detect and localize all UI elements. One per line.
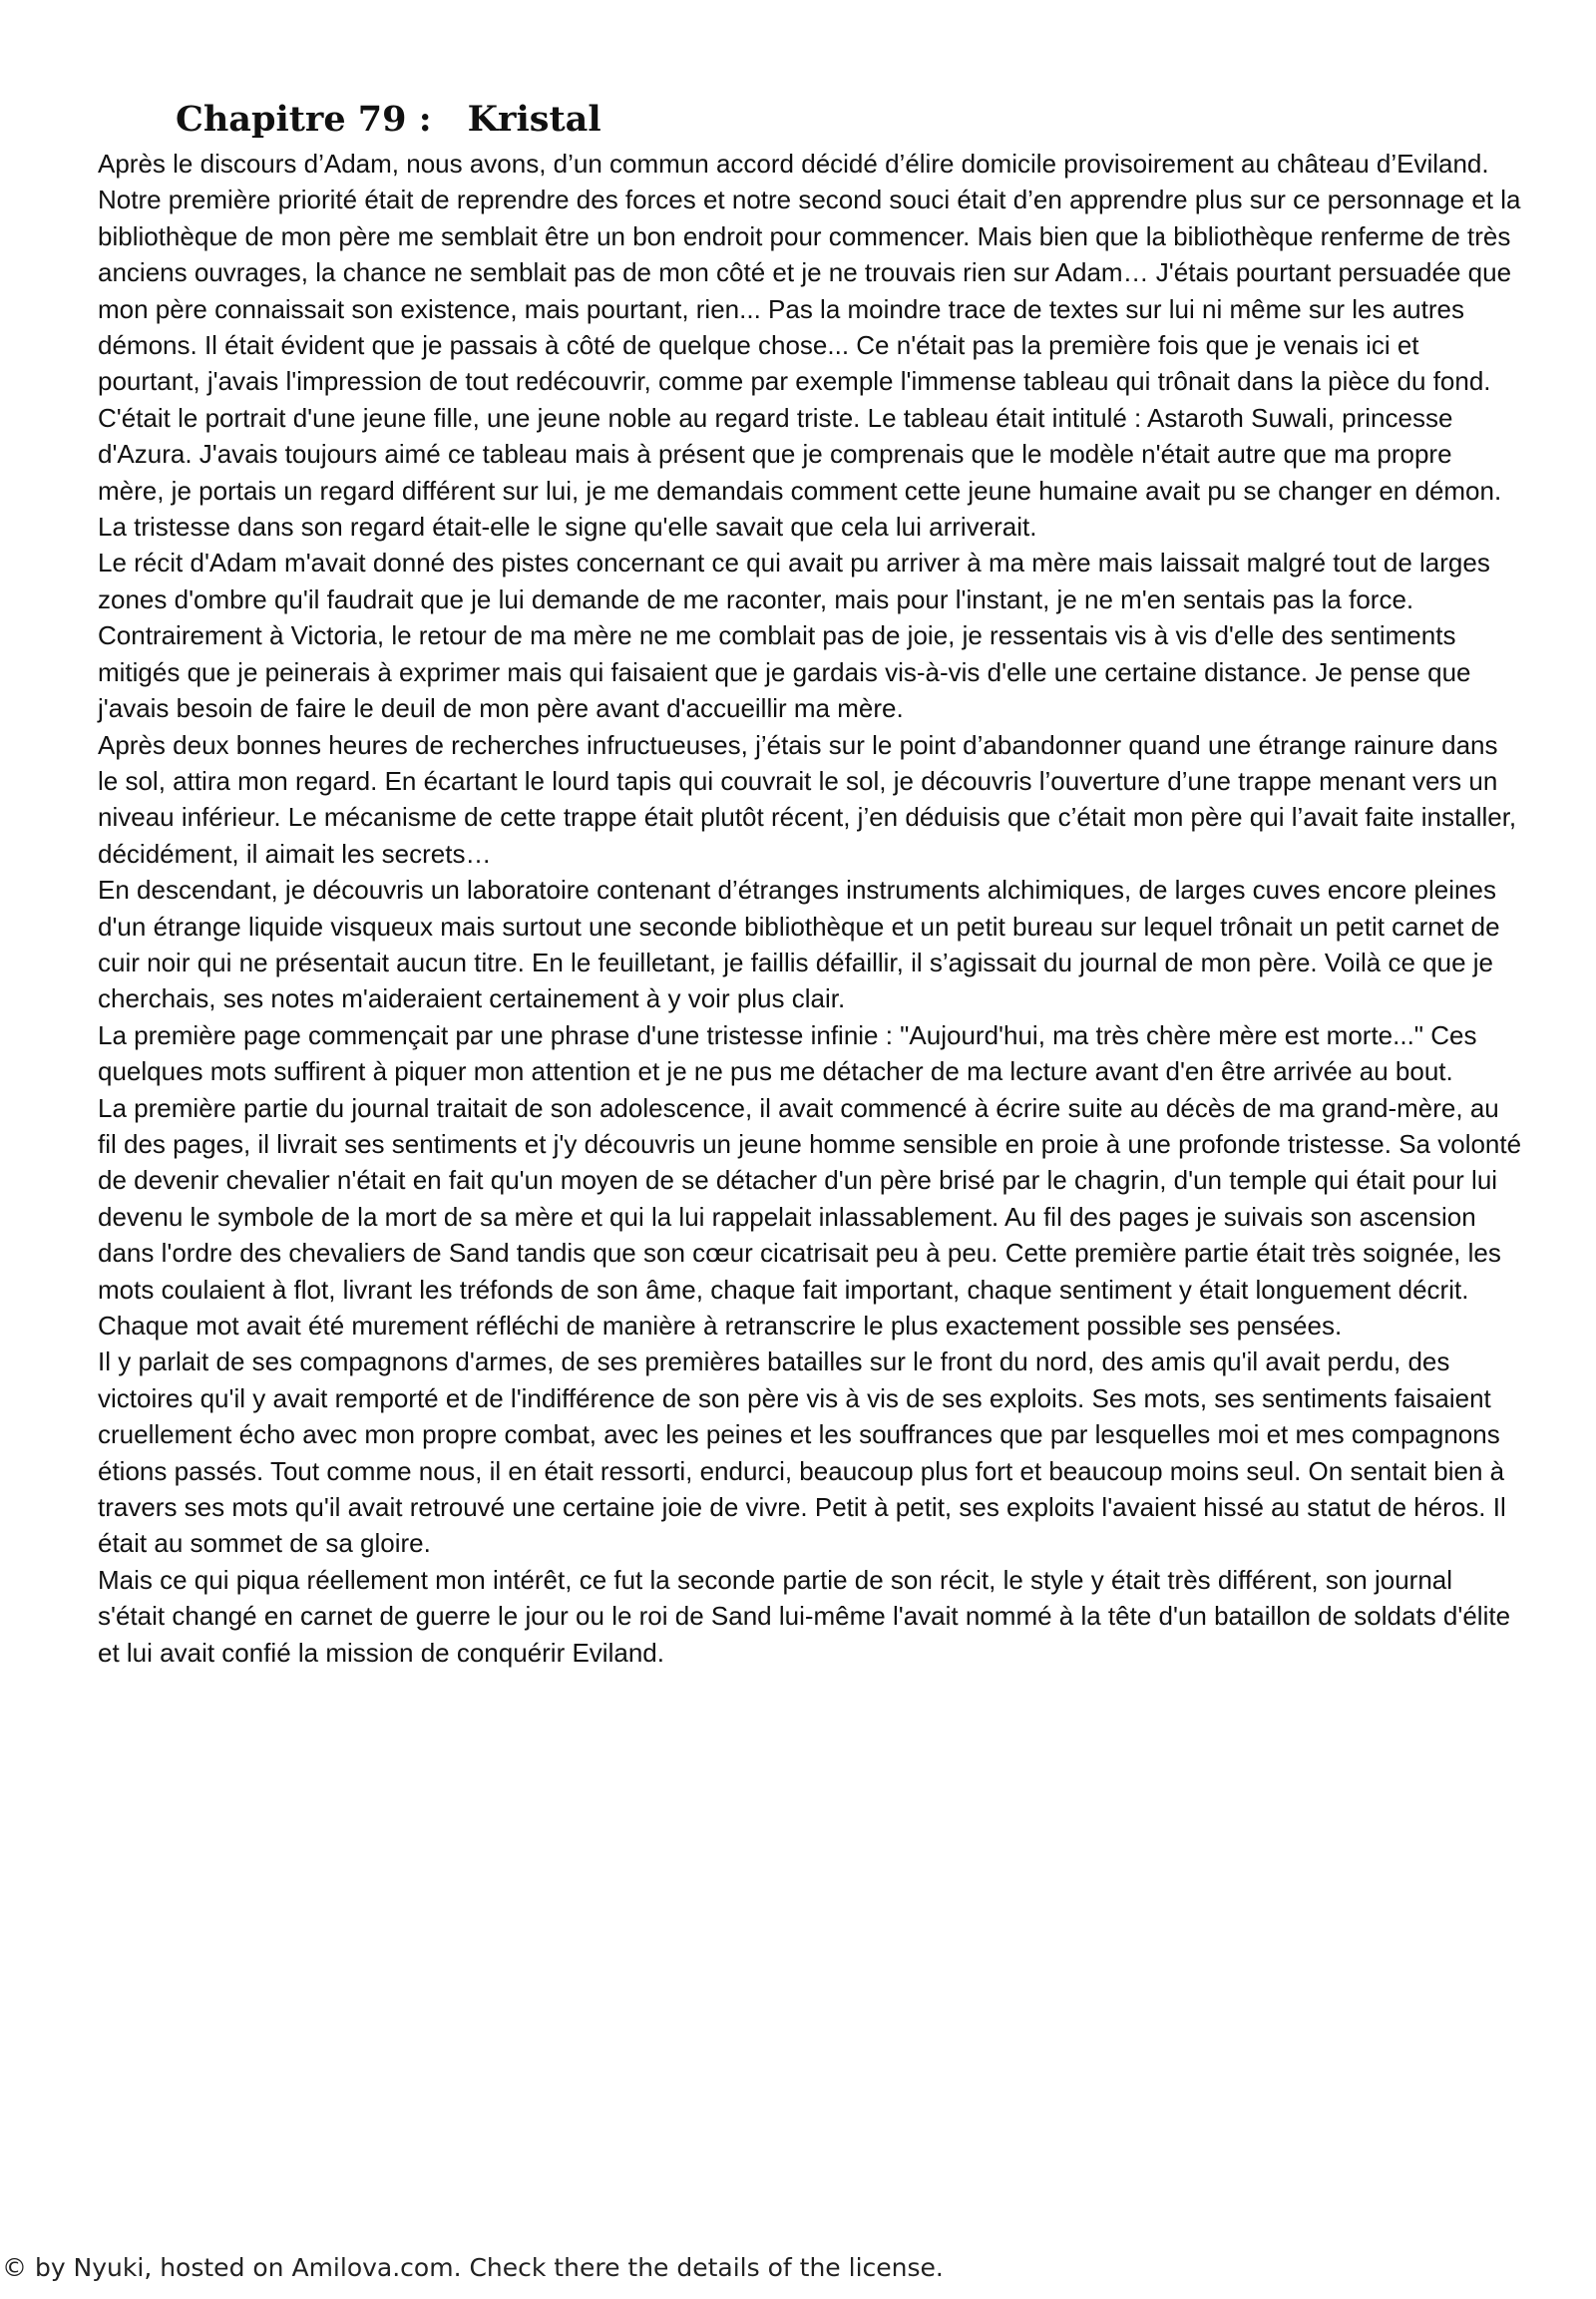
paragraph: Après le discours d’Adam, nous avons, d’un commun accord décidé d’élire domicile provisoirement au château d’Eviland. Notre première priorité était de reprendre des forces et notre second souci était d’en apprendre plus sur ce personnage et la bibliothèque de mon père me semblait être un bon endroit pour commencer. Mais bien que la bibliothèque renferme de très anciens ouvrages, la chance ne semblait pas de mon côté et je ne trouvais rien sur Adam… J'étais pourtant persuadée que mon père connaissait son existence, mais pourtant, rien... Pas la moindre trace de textes sur lui ni même sur les autres démons. Il était évident que je passais à côté de quelque chose... Ce n'était pas la première fois que je venais ici et pourtant, j'avais l'impression de tout redécouvrir, comme par exemple l'immense tableau qui trônait dans la pièce du fond. C'était le portrait d'une jeune fille, une jeune noble au regard triste. Le tableau était intitulé : Astaroth Suwali, princesse d'Azura. J'avais toujours aimé ce tableau mais à présent que je comprenais que le modèle n'était autre que ma propre mère, je portais un regard différent sur lui, je me demandais comment cette jeune humaine avait pu se changer en démon. La tristesse dans son regard était-elle le signe qu'elle savait que cela lui arriverait.	[98, 149, 1521, 543]
paragraph: La première partie du journal traitait de son adolescence, il avait commencé à écrire suite au décès de ma grand-mère, au fil des pages, il livrait ses sentiments et j'y découvris un jeune homme sensible en proie à une profonde tristesse. Sa volonté de devenir chevalier n'était en fait qu'un moyen de se détacher d'un père brisé par le chagrin, d'un temple qui était pour lui devenu le symbole de la mort de sa mère et qui la lui rappelait inlassablement. Au fil des pages je suivais son ascension dans l'ordre des chevaliers de Sand tandis que son cœur cicatrisait peu à peu. Cette première partie était très soignée, les mots coulaient à flot, livrant les tréfonds de son âme, chaque fait important, chaque sentiment y était longuement décrit. Chaque mot avait été murement réfléchi de manière à retranscrire le plus exactement possible ses pensées.	[98, 1092, 1522, 1341]
license-footer: © by Nyuki, hosted on Amilova.com. Check there the details of the license.	[2, 2253, 944, 2282]
paragraph: Le récit d'Adam m'avait donné des pistes concernant ce qui avait pu arriver à ma mère mais laissait malgré tout de larges zones d'ombre qu'il faudrait que je lui demande de me raconter, mais pour l'instant, je ne m'en sentais pas la force. Contrairement à Victoria, le retour de ma mère ne me comblait pas de joie, je ressentais vis à vis d'elle des sentiments mitigés que je peinerais à exprimer mais qui faisaient que je gardais vis-à-vis d'elle une certaine distance. Je pense que j'avais besoin de faire le deuil de mon père avant d'accueillir ma mère.	[98, 548, 1490, 724]
paragraph: En descendant, je découvris un laboratoire contenant d’étranges instruments alchimiques, de larges cuves encore pleines d'un étrange liquide visqueux mais surtout une seconde bibliothèque et un petit bureau sur lequel trônait un petit carnet de cuir noir qui ne présentait aucun titre. En le feuilletant, je faillis défaillir, il s’agissait du journal de mon père. Voilà ce que je cherchais, ses notes m'aideraient certainement à y voir plus clair.	[98, 875, 1500, 1014]
chapter-number: Chapitre 79 :	[176, 99, 432, 140]
chapter-body	[98, 146, 1524, 1671]
chapter-heading	[176, 96, 601, 144]
chapter-title: Kristal	[467, 99, 601, 140]
paragraph: Après deux bonnes heures de recherches infructueuses, j’étais sur le point d’abandonner quand une étrange rainure dans le sol, attira mon regard. En écartant le lourd tapis qui couvrait le sol, je découvris l’ouverture d’une trappe menant vers un niveau inférieur. Le mécanisme de cette trappe était plutôt récent, j’en déduisis que c’était mon père qui l’avait faite installer, décidément, il aimait les secrets…	[98, 729, 1517, 869]
paragraph: La première page commençait par une phrase d'une tristesse infinie : "Aujourd'hui, ma très chère mère est morte..." Ces quelques mots suffirent à piquer mon attention et je ne pus me détacher de ma lecture avant d'en être arrivée au bout.	[98, 1019, 1477, 1087]
paragraph: Il y parlait de ses compagnons d'armes, de ses premières batailles sur le front du nord, des amis qu'il avait perdu, des victoires qu'il y avait remporté et de l'indifférence de son père vis à vis de ses exploits. Ses mots, ses sentiments faisaient cruellement écho avec mon propre combat, avec les peines et les souffrances que par lesquelles moi et mes compagnons étions passés. Tout comme nous, il en était ressorti, endurci, beaucoup plus fort et beaucoup moins seul. On sentait bien à travers ses mots qu'il avait retrouvé une certaine joie de vivre. Petit à petit, ses exploits l'avaient hissé au statut de héros. Il était au sommet de sa gloire.	[98, 1346, 1506, 1559]
paragraph: Mais ce qui piqua réellement mon intérêt, ce fut la seconde partie de son récit, le style y était très différent, son journal s'était changé en carnet de guerre le jour ou le roi de Sand lui-même l'avait nommé à la tête d'un bataillon de soldats d'élite et lui avait confié la mission de conquérir Eviland.	[98, 1564, 1511, 1668]
